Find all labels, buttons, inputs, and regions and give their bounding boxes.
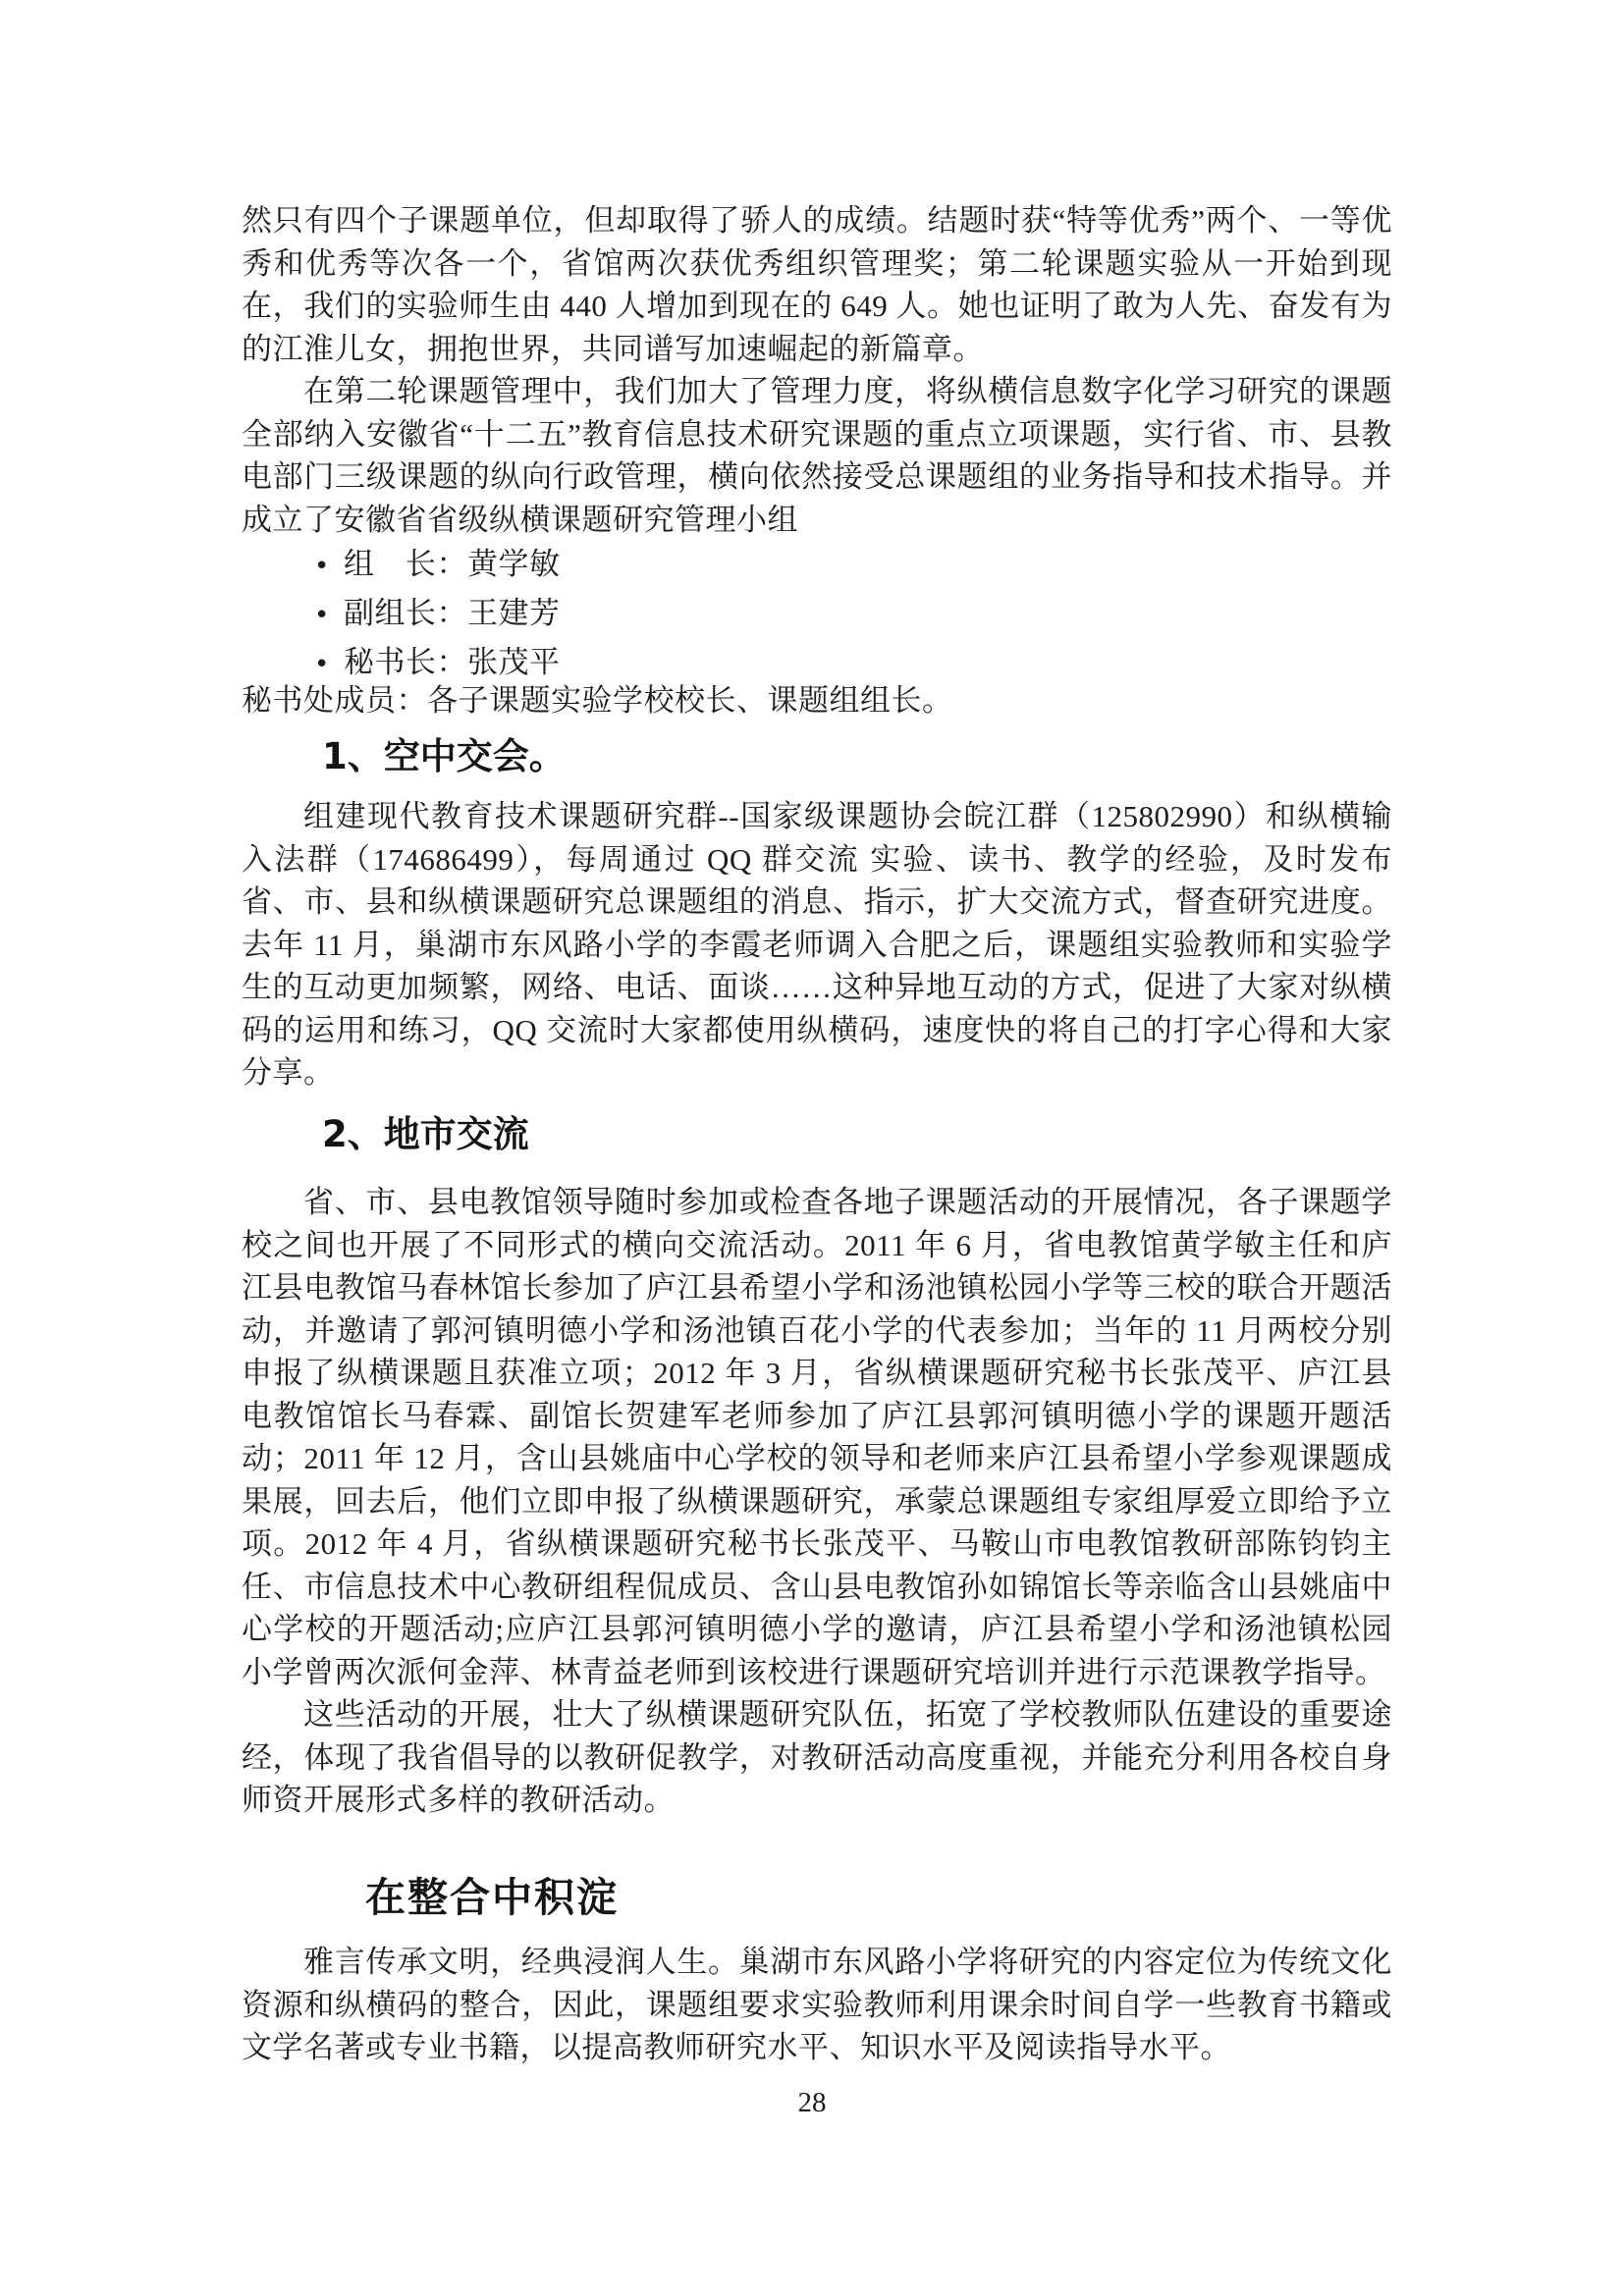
- paragraph-text: 组建现代教育技术课题研究群--国家级课题协会皖江群（125802990）和纵横输入法群（174686499），每周通过 QQ 群交流 实验、读书、教学的经验，及时发布省、市、县和纵横课题研究总课题组的消息、指示，扩大交流方式，督查研究进度。去年 11 月，巢湖市东风路小学的李霞老师调入合肥之后，课题组实验教师和实验学生的互动更加频繁，网络、电话、面谈……这种异地互动的方式，促进了大家对纵横码的运用和练习，QQ 交流时大家都使用纵横码，速度快的将自己的打字心得和大家分享。: [242, 799, 1392, 1090]
- section-heading-2: 2、地市交流: [322, 1113, 529, 1155]
- list-item: [314, 541, 1465, 590]
- paragraph-text: 秘书处成员：各子课题实验学校校长、课题组组长。: [242, 683, 953, 718]
- bullet-icon: •: [314, 552, 330, 581]
- section-1-body: [242, 795, 1392, 1095]
- paragraph-intro-results: [242, 199, 1392, 370]
- bullet-icon: •: [314, 650, 330, 679]
- leaders-list: [242, 541, 1465, 688]
- list-item-label: 秘书长：张茂平: [344, 645, 561, 679]
- paragraph-text: 在第二轮课题管理中，我们加大了管理力度，将纵横信息数字化学习研究的课题全部纳入安徽省“十二五”教育信息技术研究课题的重点立项课题，实行省、市、县教电部门三级课题的纵向行政管理，横向依然接受总课题组的业务指导和技术指导。并成立了安徽省省级纵横课题研究管理小组: [242, 374, 1392, 537]
- paragraph-text: 雅言传承文明，经典浸润人生。巢湖市东风路小学将研究的内容定位为传统文化资源和纵横码的整合，因此，课题组要求实验教师利用课余时间自学一些教育书籍或文学名著或专业书籍，以提高教师研究水平、知识水平及阅读指导水平。: [242, 1945, 1392, 2064]
- page-number: 28: [797, 2087, 827, 2118]
- list-item-label: 组 长：黄学敏: [344, 547, 561, 581]
- section-heading-1: 1、空中交会。: [322, 735, 566, 777]
- list-item: [314, 590, 1465, 639]
- paragraph-text: 省、市、县电教馆领导随时参加或检查各地子课题活动的开展情况，各子课题学校之间也开展了不同形式的横向交流活动。2011 年 6 月，省电教馆黄学敏主任和庐江县电教馆马春林馆长参加了庐江县希望小学和汤池镇松园小学等三校的联合开题活动，并邀请了郭河镇明德小学和汤池镇百花小学的代表参加；当年的 11 月两校分别申报了纵横课题且获准立项；2012 年 3 月，省纵横课题研究秘书长张茂平、庐江县电教馆馆长马春霖、副馆长贺建军老师参加了庐江县郭河镇明德小学的课题开题活动；2011 年 12 月，含山县姚庙中心学校的领导和老师来庐江县希望小学参观课题成果展，回去后，他们立即申报了纵横课题研究，承蒙总课题组专家组厚爱立即给予立项。2012 年 4 月，省纵横课题研究秘书长张茂平、马鞍山市电教馆教研部陈钧钧主任、市信息技术中心教研组程侃成员、含山县电教馆孙如锦馆长等亲临含山县姚庙中心学校的开题活动;应庐江县郭河镇明德小学的邀请，庐江县希望小学和汤池镇松园小学曾两次派何金萍、林青益老师到该校进行课题研究培训并进行示范课教学指导。: [242, 1185, 1392, 1689]
- paragraph-text: 然只有四个子课题单位，但却取得了骄人的成绩。结题时获“特等优秀”两个、一等优秀和优秀等次各一个，省馆两次获优秀组织管理奖；第二轮课题实验从一开始到现在，我们的实验师生由 440 人增加到现在的 649 人。她也证明了敢为人先、奋发有为的江淮儿女，拥抱世界，共同谱写加速崛起的新篇章。: [242, 203, 1392, 366]
- chapter-heading: 在整合中积淀: [365, 1874, 619, 1921]
- section-2-body: [242, 1181, 1392, 1822]
- paragraph-management: [242, 370, 1392, 541]
- list-item-label: 副组长：王建芳: [344, 596, 561, 630]
- bullet-icon: •: [314, 601, 330, 630]
- paragraph-text: 这些活动的开展，壮大了纵横课题研究队伍，拓宽了学校教师队伍建设的重要途经，体现了我省倡导的以教研促教学，对教研活动高度重视，并能充分利用各校自身师资开展形式多样的教研活动。: [242, 1697, 1392, 1817]
- chapter-body: [242, 1941, 1392, 2069]
- secretariat-line: [242, 679, 1392, 722]
